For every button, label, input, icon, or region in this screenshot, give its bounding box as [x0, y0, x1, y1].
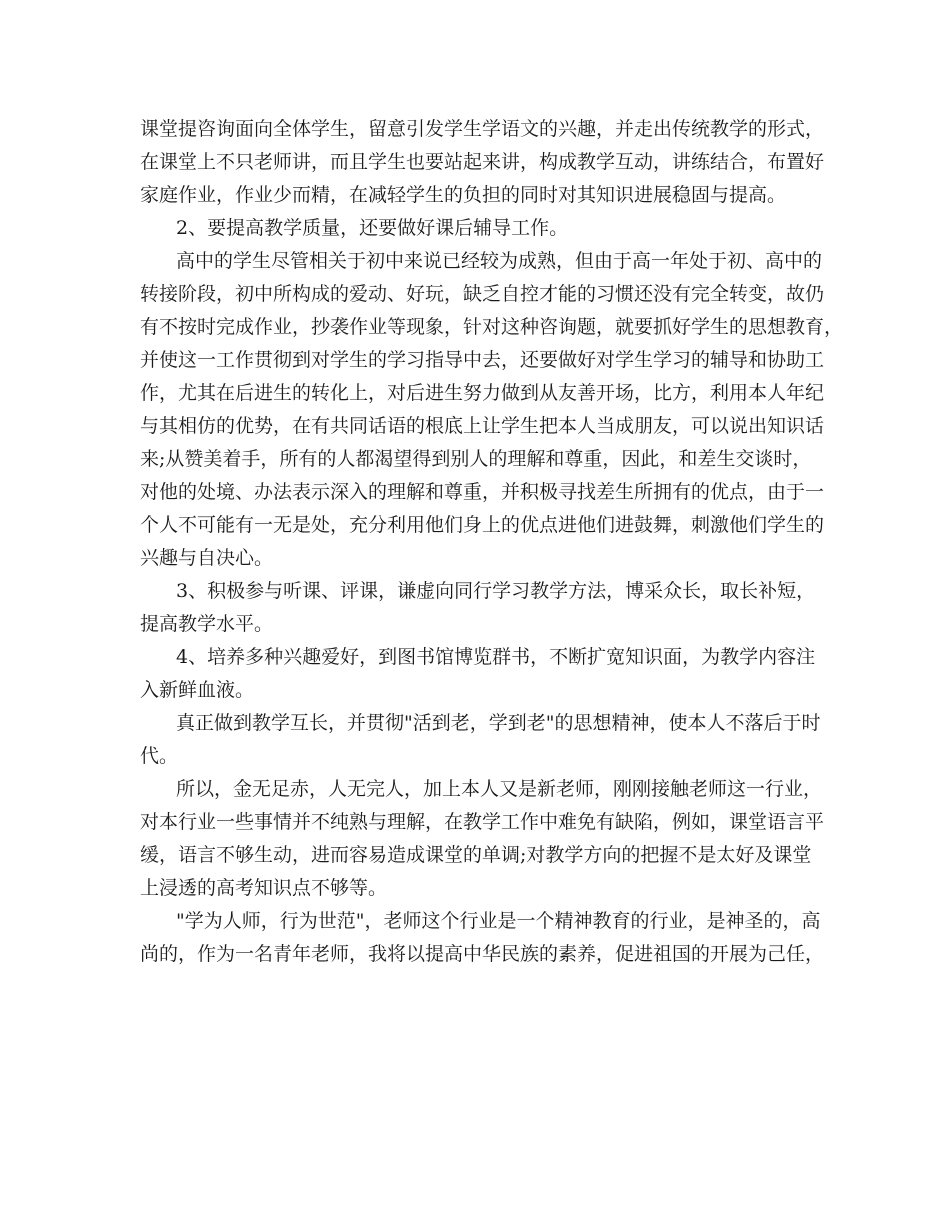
text-line: 缓，语言不够生动，进而容易造成课堂的单调;对教学方向的把握不是太好及课堂 [140, 844, 812, 866]
text-line: 代。 [140, 745, 179, 767]
text-line: 转接阶段，初中所构成的爱动、好玩，缺乏自控才能的习惯还没有完全转变，故仍 [140, 283, 825, 305]
text-line: 3、积极参与听课、评课，谦虚向同行学习教学方法，博采众长，取长补短， [176, 580, 816, 602]
text-line: 提高教学水平。 [140, 613, 274, 635]
text-line: 作，尤其在后进生的转化上，对后进生努力做到从友善开场，比方，利用本人年纪 [140, 382, 825, 404]
text-line: "学为人师，行为世范"，老师这个行业是一个精神教育的行业，是神圣的，高 [176, 910, 821, 932]
text-line: 4、培养多种兴趣爱好，到图书馆博览群书，不断扩宽知识面，为教学内容注 [176, 646, 816, 668]
text-line: 与其相仿的优势，在有共同话语的根底上让学生把本人当成朋友，可以说出知识话 [140, 415, 825, 437]
text-line: 入新鲜血液。 [140, 679, 255, 701]
text-line: 对本行业一些事情并不纯熟与理解，在教学工作中难免有缺陷，例如，课堂语言平 [140, 811, 825, 833]
document-body [140, 113, 844, 971]
text-line: 个人不可能有一无是处，充分利用他们身上的优点进他们进鼓舞，刺激他们学生的 [140, 514, 825, 536]
text-line: 对他的处境、办法表示深入的理解和尊重，并积极寻找差生所拥有的优点，由于一 [140, 481, 825, 503]
text-line: 在课堂上不只老师讲，而且学生也要站起来讲，构成教学互动，讲练结合，布置好 [140, 151, 825, 173]
text-line: 家庭作业，作业少而精，在减轻学生的负担的同时对其知识进展稳固与提高。 [140, 184, 787, 206]
text-line: 高中的学生尽管相关于初中来说已经较为成熟，但由于高一年处于初、高中的 [176, 250, 823, 272]
text-line: 真正做到教学互长，并贯彻"活到老，学到老"的思想精神，使本人不落后于时 [176, 712, 821, 734]
text-line: 课堂提咨询面向全体学生，留意引发学生学语文的兴趣，并走出传统教学的形式， [140, 118, 825, 140]
text-line: 兴趣与自决心。 [140, 547, 274, 569]
text-line: 所以，金无足赤，人无完人，加上本人又是新老师，刚刚接触老师这一行业， [176, 778, 823, 800]
text-line: 2、要提高教学质量，还要做好课后辅导工作。 [176, 217, 569, 239]
text-line: 并使这一工作贯彻到对学生的学习指导中去，还要做好对学生学习的辅导和协助工 [140, 349, 825, 371]
text-line: 上浸透的高考知识点不够等。 [140, 877, 388, 899]
text-line: 尚的，作为一名青年老师，我将以提高中华民族的素养，促进祖国的开展为己任， [140, 943, 825, 965]
text-line: 有不按时完成作业，抄袭作业等现象，针对这种咨询题，就要抓好学生的思想教育， [140, 316, 844, 338]
text-line: 来;从赞美着手，所有的人都渴望得到别人的理解和尊重，因此，和差生交谈时， [140, 448, 812, 470]
